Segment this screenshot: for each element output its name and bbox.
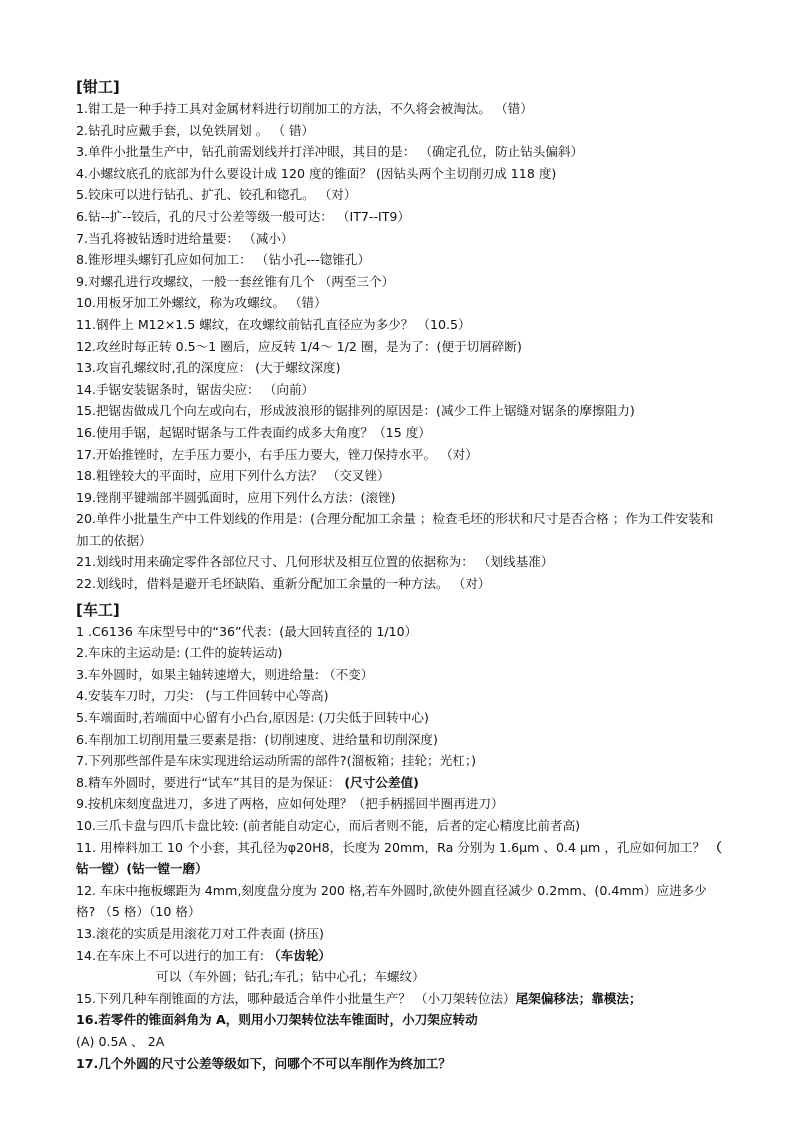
turning-question-5: 5.车端面时,若端面中心留有小凸台,原因是: (刀尖低于回转中心): [76, 710, 429, 726]
question-15: 15.把锯齿做成几个向左或向右，形成波浪形的锯排列的原因是：(减少工件上锯缝对锯条的摩擦阻力): [76, 403, 635, 419]
turning-question-1: 1 .C6136 车床型号中的“36”代表：(最大回转直径的 1/10）: [76, 623, 418, 639]
question-5: 5.铰床可以进行钻孔、扩孔、铰孔和锪孔。 （对）: [76, 187, 357, 203]
turning-question-8-text: 8.精车外圆时，要进行“试车”其目的是为保证：: [76, 774, 345, 790]
document-page: [76, 72, 724, 1074]
section-title-turning: [车工]: [76, 600, 120, 619]
question-19: 19.锉削平键端部半圆弧面时，应用下列什么方法：(滚锉): [76, 489, 396, 505]
turning-question-15: [76, 988, 724, 1010]
question-20: 20.单件小批量生产中工件划线的作用是：(合理分配加工余量 ；检查毛坯的形状和尺寸是否合格 ；作为工件安装和加工的依据）: [76, 511, 714, 548]
turning-question-16: 16.若零件的锥面斜角为 A，则用小刀架转位法车锥面时，小刀架应转动: [76, 1012, 478, 1028]
question-17: 17.开始推锉时，左手压力要小，右手压力要大，锉刀保持水平。 （对）: [76, 446, 478, 462]
question-10: 10.用板牙加工外螺纹，称为攻螺纹。 （错）: [76, 295, 327, 311]
question-9: 9.对螺孔进行攻螺纹，一般一套丝锥有几个 （两至三个）: [76, 273, 395, 289]
turning-question-11-text: 11. 用棒料加工 10 个小套，其孔径为φ20H8，长度为 20mm，Ra 分别为 1.6μm 、0.4 μm ，孔应如何加工？: [76, 839, 710, 855]
question-4: 4.小螺纹底孔的底部为什么要设计成 120 度的锥面？ (因钻头两个主切削刃成 118 度): [76, 165, 557, 181]
turning-question-9: 9.按机床刻度盘进刀，多进了两格，应如何处理？（把手柄摇回半圈再进刀）: [76, 796, 504, 812]
section-title-bench-work: [钳工]: [76, 78, 120, 96]
question-12: 12.攻丝时每正转 0.5～1 圈后，应反转 1/4～ 1/2 圈，是为了：(便于切屑碎断): [76, 338, 522, 354]
question-21: 21.划线时用来确定零件各部位尺寸、几何形状及相互位置的依据称为： （划线基准）: [76, 554, 554, 570]
turning-question-14: [76, 945, 724, 967]
question-7: 7.当孔将被钻透时进给量要： （减小）: [76, 230, 294, 246]
question-3: 3.单件小批量生产中，钻孔前需划线并打洋冲眼，其目的是： （确定孔位，防止钻头偏斜）: [76, 144, 584, 160]
turning-question-15-answer: 尾架偏移法；靠模法；: [515, 990, 642, 1006]
question-1: 1.钳工是一种手持工具对金属材料进行切削加工的方法，不久将会被淘汰。 （错）: [76, 101, 533, 116]
turning-question-13: 13.滚花的实质是用滚花刀对工件表面 (挤压): [76, 925, 324, 941]
turning-question-15-text: 15.下列几种车削锥面的方法，哪种最适合单件小批量生产？ （小刀架转位法）: [76, 990, 516, 1006]
question-16: 16.使用手锯，起锯时锯条与工件表面约成多大角度？（15 度）: [76, 424, 431, 440]
question-2: 2.钻孔时应戴手套，以免铁屑划 。 （ 错）: [76, 122, 315, 138]
question-11: 11.钢件上 M12×1.5 螺纹，在攻螺纹前钻孔直径应为多少？ （10.5）: [76, 316, 471, 332]
turning-question-17: 17.几个外圆的尺寸公差等级如下，问哪个不可以车削作为终加工？: [76, 1055, 451, 1071]
question-6: 6.钻--扩--铰后，孔的尺寸公差等级一般可达： （IT7--IT9）: [76, 208, 410, 224]
turning-question-3: 3.车外圆时，如果主轴转速增大，则进给量: （不变）: [76, 666, 374, 682]
turning-question-10: 10.三爪卡盘与四爪卡盘比较: (前者能自动定心，而后者则不能，后者的定心精度比前者高): [76, 818, 581, 833]
turning-question-8-answer: (尺寸公差值): [344, 774, 419, 790]
turning-question-14-text: 14.在车床上不可以进行的加工有:: [76, 947, 268, 963]
question-18: 18.粗锉较大的平面时，应用下列什么方法？ （交叉锉）: [76, 468, 390, 484]
question-13: 13.攻盲孔螺纹时,孔的深度应： (大于螺纹深度): [76, 360, 341, 376]
turning-question-11-answer: （ 钻一镗）(钻一镗一磨）: [76, 839, 722, 877]
turning-question-6: 6.车削加工切削用量三要素是指：(切削速度、进给量和切削深度): [76, 731, 438, 747]
turning-question-2: 2.车床的主运动是: (工件的旋转运动): [76, 645, 283, 661]
turning-question-11: [76, 837, 724, 880]
question-8: 8.锥形埋头螺钉孔应如何加工： （钻小孔---锪锥孔）: [76, 252, 371, 268]
turning-question-4: 4.安装车刀时，刀尖： (与工件回转中心等高): [76, 688, 329, 704]
turning-question-14-answer: （车齿轮）: [268, 947, 331, 963]
question-22: 22.划线时，借料是避开毛坯缺陷、重新分配加工余量的一种方法。 （对）: [76, 576, 491, 592]
turning-question-7: 7.下列那些部件是车床实现进给运动所需的部件?(溜板箱；挂轮；光杠；): [76, 753, 477, 769]
turning-question-16-options: (A) 0.5A 、 2A: [76, 1033, 165, 1049]
question-14: 14.手锯安装锯条时，锯齿尖应： （向前）: [76, 381, 315, 397]
turning-question-14-possible: 可以（车外圆；钻孔;车孔；钻中心孔；车螺纹）: [156, 969, 425, 985]
turning-question-12: 12. 车床中拖板螺距为 4mm,刻度盘分度为 200 格,若车外圆时,欲使外圆直径减少 0.2mm、(0.4mm）应进多少格? （5 格）（10 格）: [76, 882, 707, 920]
turning-question-8: [76, 772, 724, 794]
